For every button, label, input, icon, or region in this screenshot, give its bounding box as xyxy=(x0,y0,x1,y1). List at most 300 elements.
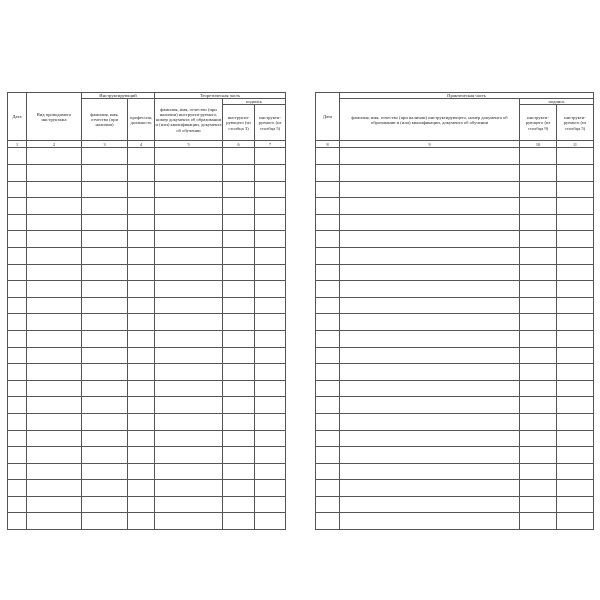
empty-cell xyxy=(155,447,223,464)
empty-cell xyxy=(557,513,594,530)
empty-cell xyxy=(82,480,128,497)
empty-cell xyxy=(155,330,223,347)
empty-cell xyxy=(316,413,340,430)
empty-cell xyxy=(27,247,82,264)
table-row xyxy=(316,397,594,414)
table-row xyxy=(8,364,286,381)
empty-cell xyxy=(8,330,27,347)
empty-cell xyxy=(8,181,27,198)
empty-cell xyxy=(520,231,557,248)
empty-cell xyxy=(223,231,255,248)
empty-cell xyxy=(223,165,255,182)
empty-cell xyxy=(557,314,594,331)
empty-cell xyxy=(27,214,82,231)
col-sig-instructed-header: инструкти-руемого (из столбца 5) xyxy=(255,105,286,141)
empty-cell xyxy=(27,264,82,281)
empty-cell xyxy=(255,364,286,381)
empty-cell xyxy=(520,314,557,331)
empty-cell xyxy=(128,397,155,414)
column-number: 9 xyxy=(340,141,520,148)
table-row xyxy=(8,480,286,497)
empty-cell xyxy=(27,297,82,314)
table-row xyxy=(8,181,286,198)
column-number-row xyxy=(316,141,594,148)
empty-cell xyxy=(128,297,155,314)
empty-cell xyxy=(316,214,340,231)
empty-cell xyxy=(82,463,128,480)
empty-cell xyxy=(255,430,286,447)
empty-cell xyxy=(128,447,155,464)
empty-cell xyxy=(8,380,27,397)
column-number: 5 xyxy=(155,141,223,148)
empty-cell xyxy=(128,314,155,331)
empty-cell xyxy=(82,231,128,248)
empty-cell xyxy=(8,413,27,430)
instructor-group-header: Инструктирующий xyxy=(82,93,155,99)
table-row xyxy=(316,198,594,215)
empty-cell xyxy=(155,496,223,513)
empty-cell xyxy=(223,413,255,430)
empty-cell xyxy=(520,463,557,480)
empty-cell xyxy=(128,480,155,497)
empty-cell xyxy=(557,347,594,364)
empty-cell xyxy=(255,347,286,364)
empty-cell xyxy=(520,281,557,298)
table-row xyxy=(316,247,594,264)
empty-cell xyxy=(223,364,255,381)
empty-cell xyxy=(82,214,128,231)
empty-cell xyxy=(255,214,286,231)
empty-cell xyxy=(255,397,286,414)
empty-cell xyxy=(316,181,340,198)
empty-cell xyxy=(8,364,27,381)
table-row xyxy=(316,496,594,513)
column-number: 4 xyxy=(128,141,155,148)
empty-cell xyxy=(27,513,82,530)
table-row xyxy=(8,330,286,347)
empty-cell xyxy=(223,247,255,264)
empty-cell xyxy=(155,214,223,231)
empty-cell xyxy=(255,165,286,182)
empty-cell xyxy=(223,347,255,364)
empty-cell xyxy=(255,247,286,264)
empty-cell xyxy=(557,165,594,182)
empty-cell xyxy=(255,380,286,397)
column-number: 1 xyxy=(8,141,27,148)
empty-cell xyxy=(155,314,223,331)
empty-cell xyxy=(255,496,286,513)
empty-cell xyxy=(223,148,255,165)
empty-cell xyxy=(520,264,557,281)
table-row xyxy=(8,247,286,264)
empty-cell xyxy=(82,247,128,264)
empty-cell xyxy=(520,397,557,414)
empty-cell xyxy=(316,463,340,480)
empty-cell xyxy=(316,430,340,447)
empty-cell xyxy=(128,281,155,298)
table-row xyxy=(316,314,594,331)
empty-cell xyxy=(340,347,520,364)
empty-cell xyxy=(316,231,340,248)
empty-cell xyxy=(316,198,340,215)
empty-cell xyxy=(340,214,520,231)
empty-cell xyxy=(520,214,557,231)
table-row xyxy=(316,281,594,298)
empty-cell xyxy=(340,430,520,447)
empty-cell xyxy=(255,447,286,464)
empty-cell xyxy=(223,264,255,281)
empty-cell xyxy=(223,496,255,513)
table-row xyxy=(8,447,286,464)
table-row xyxy=(8,413,286,430)
table-row xyxy=(316,347,594,364)
empty-cell xyxy=(128,181,155,198)
empty-cell xyxy=(8,314,27,331)
empty-cell xyxy=(155,165,223,182)
empty-cell xyxy=(27,380,82,397)
empty-cell xyxy=(82,281,128,298)
empty-cell xyxy=(316,297,340,314)
table-row xyxy=(316,330,594,347)
empty-cell xyxy=(340,496,520,513)
table-row xyxy=(8,231,286,248)
empty-cell xyxy=(520,364,557,381)
empty-cell xyxy=(255,264,286,281)
theory-part-header: Теоретическая часть xyxy=(155,93,286,99)
empty-cell xyxy=(8,513,27,530)
empty-cell xyxy=(155,480,223,497)
table-row xyxy=(8,214,286,231)
empty-cell xyxy=(223,397,255,414)
empty-cell xyxy=(557,430,594,447)
empty-cell xyxy=(155,364,223,381)
empty-cell xyxy=(155,181,223,198)
column-number: 6 xyxy=(223,141,255,148)
signature-group-header: подпись xyxy=(520,99,594,105)
empty-cell xyxy=(520,198,557,215)
empty-cell xyxy=(27,496,82,513)
empty-cell xyxy=(557,247,594,264)
empty-cell xyxy=(155,463,223,480)
empty-cell xyxy=(316,330,340,347)
empty-cell xyxy=(557,397,594,414)
empty-cell xyxy=(8,397,27,414)
empty-cell xyxy=(520,496,557,513)
table-row xyxy=(8,496,286,513)
empty-cell xyxy=(223,181,255,198)
table-row xyxy=(8,264,286,281)
empty-cell xyxy=(255,314,286,331)
empty-cell xyxy=(316,364,340,381)
empty-cell xyxy=(557,480,594,497)
empty-cell xyxy=(8,480,27,497)
empty-cell xyxy=(557,198,594,215)
table-row xyxy=(8,397,286,414)
empty-cell xyxy=(340,330,520,347)
table-row xyxy=(8,463,286,480)
empty-cell xyxy=(8,264,27,281)
empty-cell xyxy=(255,413,286,430)
empty-cell xyxy=(128,231,155,248)
empty-cell xyxy=(128,148,155,165)
empty-cell xyxy=(27,314,82,331)
empty-cell xyxy=(316,496,340,513)
empty-cell xyxy=(316,447,340,464)
empty-cell xyxy=(82,513,128,530)
column-number: 3 xyxy=(82,141,128,148)
empty-cell xyxy=(27,330,82,347)
empty-cell xyxy=(27,165,82,182)
table-row xyxy=(316,165,594,182)
empty-cell xyxy=(27,413,82,430)
col-date-header: Дата xyxy=(8,93,27,141)
table-row xyxy=(316,447,594,464)
empty-cell xyxy=(520,247,557,264)
empty-cell xyxy=(8,247,27,264)
empty-cell xyxy=(520,347,557,364)
empty-cell xyxy=(27,463,82,480)
empty-cell xyxy=(340,231,520,248)
empty-cell xyxy=(82,347,128,364)
empty-cell xyxy=(155,264,223,281)
table-row xyxy=(316,297,594,314)
empty-cell xyxy=(8,347,27,364)
empty-cell xyxy=(27,480,82,497)
empty-cell xyxy=(155,148,223,165)
empty-cell xyxy=(557,364,594,381)
empty-cell xyxy=(128,264,155,281)
empty-cell xyxy=(520,297,557,314)
empty-cell xyxy=(520,430,557,447)
empty-cell xyxy=(8,214,27,231)
empty-cell xyxy=(8,231,27,248)
column-number: 7 xyxy=(255,141,286,148)
empty-cell xyxy=(128,513,155,530)
empty-cell xyxy=(520,330,557,347)
empty-cell xyxy=(340,447,520,464)
empty-cell xyxy=(128,364,155,381)
empty-cell xyxy=(557,231,594,248)
empty-cell xyxy=(82,297,128,314)
empty-cell xyxy=(520,380,557,397)
empty-cell xyxy=(27,447,82,464)
empty-cell xyxy=(340,513,520,530)
empty-cell xyxy=(8,463,27,480)
empty-cell xyxy=(340,297,520,314)
empty-cell xyxy=(27,231,82,248)
table-row xyxy=(316,513,594,530)
empty-cell xyxy=(340,480,520,497)
empty-cell xyxy=(128,380,155,397)
empty-cell xyxy=(340,413,520,430)
table-row xyxy=(316,480,594,497)
empty-cell xyxy=(557,214,594,231)
empty-cell xyxy=(8,496,27,513)
empty-cell xyxy=(128,463,155,480)
empty-cell xyxy=(155,347,223,364)
empty-cell xyxy=(223,214,255,231)
table-row xyxy=(316,181,594,198)
empty-cell xyxy=(8,430,27,447)
empty-cell xyxy=(316,264,340,281)
empty-cell xyxy=(223,430,255,447)
empty-cell xyxy=(255,231,286,248)
table-row xyxy=(316,380,594,397)
empty-cell xyxy=(520,447,557,464)
empty-cell xyxy=(82,148,128,165)
practical-part-header: Практическая часть xyxy=(340,93,594,99)
column-number: 8 xyxy=(316,141,340,148)
col-instructor-name-header: фамилия, имя, отчество (при наличии) xyxy=(82,99,128,141)
empty-cell xyxy=(223,330,255,347)
empty-cell xyxy=(255,330,286,347)
empty-cell xyxy=(8,198,27,215)
empty-cell xyxy=(316,380,340,397)
empty-cell xyxy=(128,330,155,347)
table-row xyxy=(316,430,594,447)
empty-cell xyxy=(82,397,128,414)
empty-cell xyxy=(223,297,255,314)
col-practical-name-header: фамилия, имя, отчество (при наличии) инструктирующего, номер документа об образовании и (или) квалификации, документа об обучении xyxy=(340,99,520,141)
empty-cell xyxy=(255,198,286,215)
empty-cell xyxy=(155,297,223,314)
empty-cell xyxy=(128,198,155,215)
table-row xyxy=(8,165,286,182)
empty-cell xyxy=(27,364,82,381)
column-number: 11 xyxy=(557,141,594,148)
empty-cell xyxy=(128,165,155,182)
empty-cell xyxy=(520,513,557,530)
empty-cell xyxy=(27,148,82,165)
empty-cell xyxy=(223,380,255,397)
right-journal-table xyxy=(315,92,594,530)
left-journal-table xyxy=(7,92,286,530)
empty-cell xyxy=(316,148,340,165)
empty-cell xyxy=(128,413,155,430)
empty-cell xyxy=(27,397,82,414)
table-row xyxy=(8,281,286,298)
empty-cell xyxy=(557,447,594,464)
table-row xyxy=(8,430,286,447)
empty-cell xyxy=(316,480,340,497)
empty-cell xyxy=(82,198,128,215)
table-row xyxy=(316,214,594,231)
col-instruction-type-header: Вид проводимого инструктажа xyxy=(27,93,82,141)
empty-cell xyxy=(316,281,340,298)
empty-cell xyxy=(340,380,520,397)
empty-cell xyxy=(155,231,223,248)
empty-cell xyxy=(223,281,255,298)
empty-cell xyxy=(155,397,223,414)
empty-cell xyxy=(155,247,223,264)
table-row xyxy=(8,297,286,314)
empty-cell xyxy=(340,314,520,331)
empty-cell xyxy=(223,198,255,215)
empty-cell xyxy=(82,364,128,381)
col-instructor-position-header: профессия, должность xyxy=(128,99,155,141)
empty-cell xyxy=(557,264,594,281)
empty-cell xyxy=(520,148,557,165)
empty-cell xyxy=(8,148,27,165)
empty-cell xyxy=(340,281,520,298)
empty-cell xyxy=(27,198,82,215)
empty-cell xyxy=(223,447,255,464)
col-date-header: Дата xyxy=(316,93,340,141)
empty-cell xyxy=(8,297,27,314)
empty-cell xyxy=(82,181,128,198)
empty-cell xyxy=(8,281,27,298)
empty-cell xyxy=(155,281,223,298)
empty-cell xyxy=(223,480,255,497)
empty-cell xyxy=(155,513,223,530)
empty-cell xyxy=(82,413,128,430)
empty-cell xyxy=(82,314,128,331)
empty-cell xyxy=(223,314,255,331)
empty-cell xyxy=(316,165,340,182)
col-sig-instructed-header: инструкти-руемого (из столбца 5) xyxy=(557,105,594,141)
empty-cell xyxy=(557,463,594,480)
empty-cell xyxy=(8,165,27,182)
empty-cell xyxy=(128,496,155,513)
column-number: 10 xyxy=(520,141,557,148)
empty-cell xyxy=(82,380,128,397)
empty-cell xyxy=(255,463,286,480)
empty-cell xyxy=(316,347,340,364)
empty-cell xyxy=(340,181,520,198)
empty-cell xyxy=(255,148,286,165)
empty-cell xyxy=(255,281,286,298)
empty-cell xyxy=(340,247,520,264)
empty-cell xyxy=(316,513,340,530)
empty-cell xyxy=(8,447,27,464)
empty-cell xyxy=(520,413,557,430)
column-number-row xyxy=(8,141,286,148)
empty-cell xyxy=(82,496,128,513)
empty-cell xyxy=(128,247,155,264)
empty-cell xyxy=(520,181,557,198)
empty-cell xyxy=(340,165,520,182)
empty-cell xyxy=(557,330,594,347)
empty-cell xyxy=(255,297,286,314)
empty-cell xyxy=(557,297,594,314)
empty-cell xyxy=(82,264,128,281)
table-row xyxy=(8,380,286,397)
empty-cell xyxy=(340,198,520,215)
column-number: 2 xyxy=(27,141,82,148)
empty-cell xyxy=(27,181,82,198)
empty-cell xyxy=(155,430,223,447)
empty-cell xyxy=(82,430,128,447)
empty-cell xyxy=(340,148,520,165)
table-row xyxy=(8,513,286,530)
empty-cell xyxy=(557,181,594,198)
empty-cell xyxy=(255,181,286,198)
empty-cell xyxy=(82,447,128,464)
empty-cell xyxy=(557,281,594,298)
empty-cell xyxy=(128,430,155,447)
empty-cell xyxy=(82,330,128,347)
empty-cell xyxy=(128,214,155,231)
empty-cell xyxy=(316,397,340,414)
empty-cell xyxy=(27,281,82,298)
empty-cell xyxy=(557,413,594,430)
empty-cell xyxy=(128,347,155,364)
empty-cell xyxy=(155,413,223,430)
empty-cell xyxy=(316,247,340,264)
empty-cell xyxy=(155,380,223,397)
empty-cell xyxy=(82,165,128,182)
empty-cell xyxy=(223,513,255,530)
